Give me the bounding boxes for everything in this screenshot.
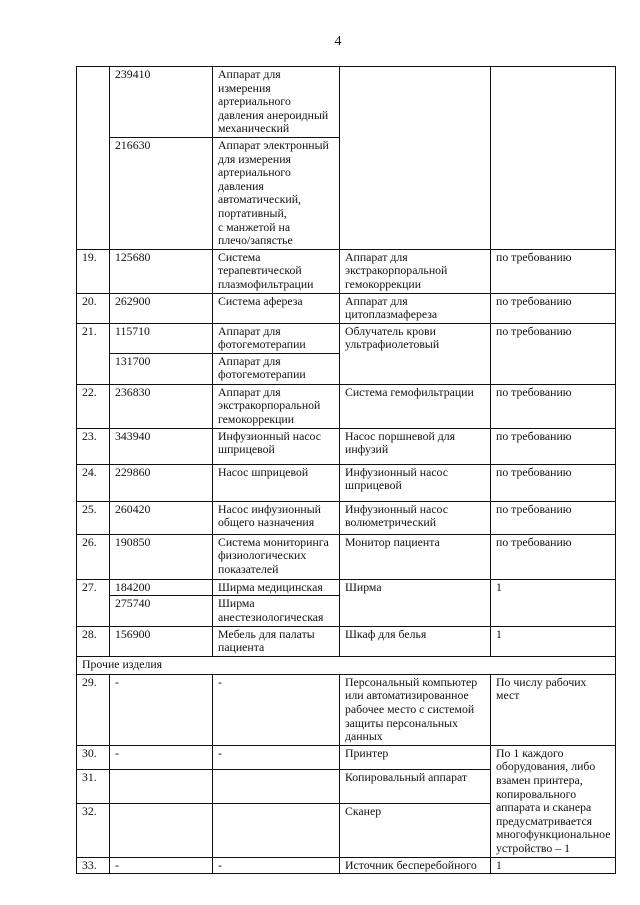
table-row bbox=[77, 464, 616, 501]
row-number: 20. bbox=[77, 293, 110, 323]
product-code: - bbox=[110, 674, 213, 745]
equipment-name: Принтер bbox=[340, 745, 491, 769]
row-number: 25. bbox=[77, 501, 110, 534]
product-code: 190850 bbox=[110, 534, 213, 579]
table-row bbox=[77, 67, 616, 138]
product-code: 275740 bbox=[110, 596, 213, 626]
table-row bbox=[77, 428, 616, 464]
product-name: Система мониторинга физиологических показателей bbox=[213, 534, 340, 579]
equipment-name: Инфузионный насос волюметрический bbox=[340, 501, 491, 534]
table-row bbox=[77, 293, 616, 323]
quantity: 1 bbox=[491, 626, 616, 656]
quantity: по требованию bbox=[491, 501, 616, 534]
product-name: - bbox=[213, 857, 340, 874]
quantity: 1 bbox=[491, 857, 616, 874]
product-name: Ширма анестезиологическая bbox=[213, 596, 340, 626]
section-heading: Прочие изделия bbox=[77, 656, 616, 674]
product-name: Ширма медицинская bbox=[213, 579, 340, 596]
product-code: 260420 bbox=[110, 501, 213, 534]
equipment-name: Копировальный аппарат bbox=[340, 769, 491, 803]
table-row bbox=[77, 501, 616, 534]
row-number: 28. bbox=[77, 626, 110, 656]
row-number: 30. bbox=[77, 745, 110, 769]
product-code: 156900 bbox=[110, 626, 213, 656]
row-number: 23. bbox=[77, 428, 110, 464]
product-name: Система терапевтической плазмофильтрации bbox=[213, 249, 340, 293]
row-number: 19. bbox=[77, 249, 110, 293]
equipment-name: Шкаф для белья bbox=[340, 626, 491, 656]
quantity: по требованию bbox=[491, 249, 616, 293]
equipment-name: Система гемофильтрации bbox=[340, 384, 491, 428]
row-number: 27. bbox=[77, 579, 110, 626]
row-number bbox=[77, 67, 110, 250]
product-name bbox=[213, 803, 340, 857]
product-code bbox=[110, 803, 213, 857]
product-name: Система афереза bbox=[213, 293, 340, 323]
quantity bbox=[491, 67, 616, 250]
product-code: 229860 bbox=[110, 464, 213, 501]
equipment-name: Монитор пациента bbox=[340, 534, 491, 579]
row-number: 29. bbox=[77, 674, 110, 745]
row-number: 33. bbox=[77, 857, 110, 874]
row-number: 24. bbox=[77, 464, 110, 501]
section-row bbox=[77, 656, 616, 674]
quantity: по требованию bbox=[491, 384, 616, 428]
equipment-name: Персональный компьютер или автоматизированное рабочее место с системой защиты персональных данных bbox=[340, 674, 491, 745]
product-name: Аппарат для измерения артериального давления анероидный механический bbox=[213, 67, 340, 138]
product-code: 236830 bbox=[110, 384, 213, 428]
product-name: Насос шприцевой bbox=[213, 464, 340, 501]
quantity: по требованию bbox=[491, 323, 616, 384]
quantity: по требованию bbox=[491, 534, 616, 579]
product-code: 262900 bbox=[110, 293, 213, 323]
row-number: 22. bbox=[77, 384, 110, 428]
table-row bbox=[77, 626, 616, 656]
product-code: 115710 bbox=[110, 323, 213, 353]
table-row bbox=[77, 249, 616, 293]
product-code: 239410 bbox=[110, 67, 213, 138]
product-code bbox=[110, 769, 213, 803]
table-row bbox=[77, 384, 616, 428]
table-row bbox=[77, 674, 616, 745]
equipment-table bbox=[76, 66, 616, 874]
product-name: Мебель для палаты пациента bbox=[213, 626, 340, 656]
quantity: 1 bbox=[491, 579, 616, 626]
table-row bbox=[77, 534, 616, 579]
equipment-name: Аппарат для цитоплазмафереза bbox=[340, 293, 491, 323]
quantity: По 1 каждого оборудования, либо взамен принтера, копировального аппарата и сканера предусматривается многофункциональное устройство – 1 bbox=[491, 745, 616, 857]
row-number: 21. bbox=[77, 323, 110, 384]
product-code: 125680 bbox=[110, 249, 213, 293]
product-code: 131700 bbox=[110, 353, 213, 384]
product-code: 343940 bbox=[110, 428, 213, 464]
table-row bbox=[77, 579, 616, 596]
product-code: - bbox=[110, 857, 213, 874]
quantity: по требованию bbox=[491, 293, 616, 323]
quantity: по требованию bbox=[491, 464, 616, 501]
equipment-name: Облучатель крови ультрафиолетовый bbox=[340, 323, 491, 384]
product-code: 216630 bbox=[110, 137, 213, 249]
row-number: 32. bbox=[77, 803, 110, 857]
quantity: по требованию bbox=[491, 428, 616, 464]
product-name: Аппарат для фотогемотерапии bbox=[213, 353, 340, 384]
table-row bbox=[77, 745, 616, 769]
product-name: - bbox=[213, 745, 340, 769]
product-name bbox=[213, 769, 340, 803]
table-row bbox=[77, 323, 616, 353]
product-name: Аппарат электронный для измерения артериального давления автоматический, портативный, с манжетой на плечо/запястье bbox=[213, 137, 340, 249]
equipment-name: Ширма bbox=[340, 579, 491, 626]
equipment-name: Источник бесперебойного bbox=[340, 857, 491, 874]
product-name: Аппарат для фотогемотерапии bbox=[213, 323, 340, 353]
product-code: 184200 bbox=[110, 579, 213, 596]
equipment-name: Инфузионный насос шприцевой bbox=[340, 464, 491, 501]
product-name: Инфузионный насос шприцевой bbox=[213, 428, 340, 464]
product-name: Аппарат для экстракорпоральной гемокоррекции bbox=[213, 384, 340, 428]
equipment-name: Сканер bbox=[340, 803, 491, 857]
product-name: - bbox=[213, 674, 340, 745]
equipment-name: Аппарат для экстракорпоральной гемокоррекции bbox=[340, 249, 491, 293]
product-code: - bbox=[110, 745, 213, 769]
equipment-name: Насос поршневой для инфузий bbox=[340, 428, 491, 464]
equipment-name bbox=[340, 67, 491, 250]
quantity: По числу рабочих мест bbox=[491, 674, 616, 745]
product-name: Насос инфузионный общего назначения bbox=[213, 501, 340, 534]
table-row bbox=[77, 857, 616, 874]
row-number: 31. bbox=[77, 769, 110, 803]
page-number: 4 bbox=[334, 34, 342, 49]
row-number: 26. bbox=[77, 534, 110, 579]
